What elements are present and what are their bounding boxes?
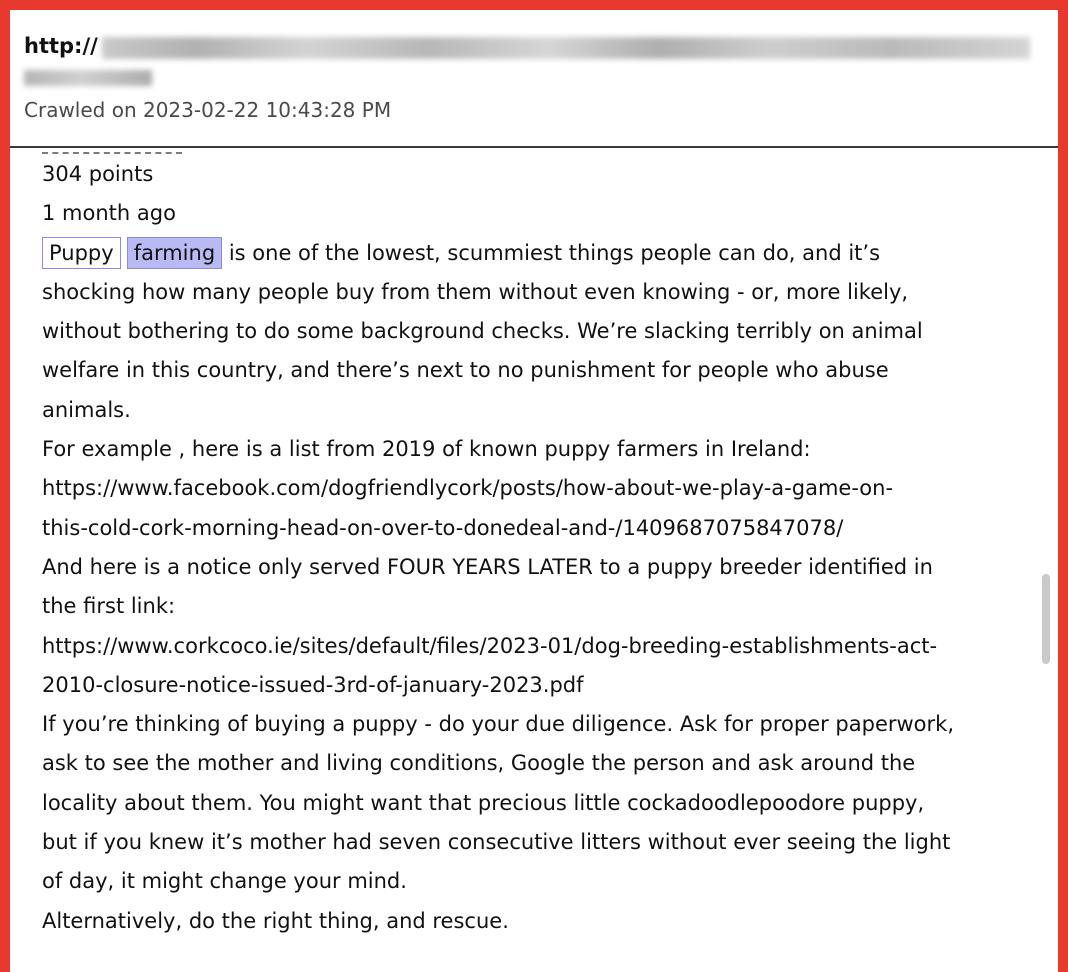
crawl-timestamp: Crawled on 2023-02-22 10:43:28 PM (24, 98, 392, 122)
comment-line: animals. (42, 397, 131, 422)
page-header (10, 10, 1058, 148)
comment-link-facebook-cont[interactable]: this-cold-cork-morning-head-on-over-to-donedeal-and-/1409687075847078/ (42, 515, 844, 540)
comment-line: but if you knew it’s mother had seven consecutive litters without ever seeing the light (42, 830, 951, 855)
comment-line: shocking how many people buy from them without even knowing - or, more likely, (42, 279, 909, 304)
comment-link-corkcoco-cont[interactable]: 2010-closure-notice-issued-3rd-of-january-2023.pdf (42, 672, 584, 697)
search-highlight-farming: farming (127, 237, 222, 269)
comment-link-facebook[interactable]: https://www.facebook.com/dogfriendlycork/posts/how-about-we-play-a-game-on- (42, 476, 894, 501)
comment-line: For example , here is a list from 2019 of known puppy farmers in Ireland: (42, 437, 811, 462)
comment-line-text: is one of the lowest, scummiest things people can do, and it’s (222, 240, 881, 265)
page-url[interactable]: http:// (24, 34, 98, 58)
comment-line: And here is a notice only served FOUR YEARS LATER to a puppy breeder identified in (42, 554, 933, 579)
comment-points: 304 points (42, 162, 154, 186)
vertical-scrollbar-thumb[interactable] (1042, 574, 1050, 664)
comment-line (42, 234, 1032, 273)
comment-line: without bothering to do some background checks. We’re slacking terribly on animal (42, 319, 923, 344)
redacted-url-blur-continued (24, 70, 152, 86)
comment-line: welfare in this country, and there’s next to no punishment for people who abuse (42, 358, 889, 383)
comment-line: locality about them. You might want that precious little cockadoodlepoodore puppy, (42, 790, 925, 815)
comment-age: 1 month ago (42, 201, 176, 226)
comment-line: the first link: (42, 594, 176, 619)
comment-body (42, 155, 1032, 941)
crawled-page-viewer (10, 10, 1058, 972)
comment-link-corkcoco[interactable]: https://www.corkcoco.ie/sites/default/files/2023-01/dog-breeding-establishments-act- (42, 633, 938, 658)
comment-line: If you’re thinking of buying a puppy - do your due diligence. Ask for proper paperwork, (42, 712, 954, 737)
clipped-text-above (42, 144, 182, 154)
comment-line: of day, it might change your mind. (42, 869, 407, 894)
comment-line: ask to see the mother and living conditions, Google the person and ask around the (42, 751, 916, 776)
search-highlight-puppy: Puppy (42, 237, 121, 269)
comment-line: Alternatively, do the right thing, and rescue. (42, 908, 509, 933)
redacted-url-blur (102, 37, 1030, 59)
